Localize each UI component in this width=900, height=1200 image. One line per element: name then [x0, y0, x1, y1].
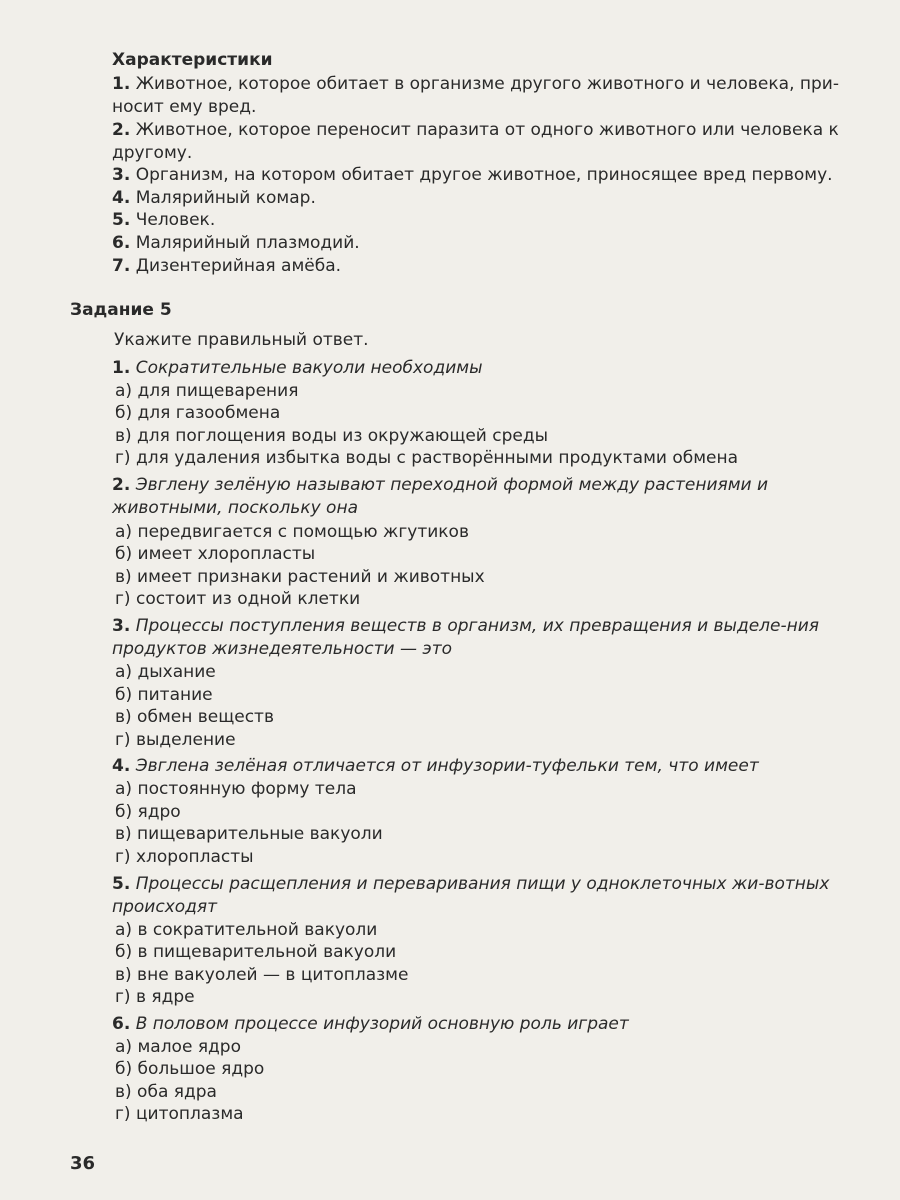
answer-option: а) малое ядро	[115, 1037, 241, 1057]
answer-option: б) имеет хлоропласты	[115, 544, 316, 564]
characteristics-title: Характеристики	[112, 50, 273, 70]
answer-option: б) ядро	[115, 802, 181, 822]
answer-option: г) в ядре	[115, 987, 195, 1007]
answer-option: г) цитоплазма	[115, 1104, 244, 1124]
answer-option: в) пищеварительные вакуоли	[115, 824, 383, 844]
characteristic-item: 1. Животное, которое обитает в организме другого животного и человека, при-носит ему вред.	[112, 74, 839, 117]
answer-option: в) оба ядра	[115, 1082, 217, 1102]
question-2-stem: 2. Эвглену зелёную называют переходной формой между растениями и животными, поскольку она	[112, 475, 769, 518]
answer-option: в) обмен веществ	[115, 707, 274, 727]
characteristic-item: 5. Человек.	[112, 210, 216, 230]
task-heading: Задание 5	[70, 300, 172, 320]
answer-option: б) большое ядро	[115, 1059, 265, 1079]
answer-option: а) постоянную форму тела	[115, 779, 357, 799]
question-1-stem: 1. Сократительные вакуоли необходимы	[112, 358, 483, 378]
characteristic-item: 4. Малярийный комар.	[112, 188, 316, 208]
answer-option: а) дыхание	[115, 662, 216, 682]
answer-option: б) для газообмена	[115, 403, 281, 423]
answer-option: г) хлоропласты	[115, 847, 254, 867]
answer-option: б) в пищеварительной вакуоли	[115, 942, 397, 962]
answer-option: г) для удаления избытка воды с растворёнными продуктами обмена	[115, 448, 739, 468]
characteristic-item: 7. Дизентерийная амёба.	[112, 256, 342, 276]
answer-option: в) вне вакуолей — в цитоплазме	[115, 965, 409, 985]
answer-option: а) передвигается с помощью жгутиков	[115, 522, 469, 542]
answer-option: г) состоит из одной клетки	[115, 589, 361, 609]
answer-option: в) имеет признаки растений и животных	[115, 567, 485, 587]
answer-option: а) для пищеварения	[115, 381, 299, 401]
question-3-stem: 3. Процессы поступления веществ в организм, их превращения и выделе-ния продуктов жизнедеятельности — это	[112, 616, 820, 659]
task-instruction: Укажите правильный ответ.	[114, 330, 369, 350]
question-6-stem: 6. В половом процессе инфузорий основную роль играет	[112, 1014, 629, 1034]
answer-option: б) питание	[115, 685, 213, 705]
question-5-stem: 5. Процессы расщепления и переваривания пищи у одноклеточных жи-вотных происходят	[112, 874, 830, 917]
answer-option: а) в сократительной вакуоли	[115, 920, 378, 940]
page-number: 36	[70, 1153, 96, 1174]
characteristic-item: 2. Животное, которое переносит паразита от одного животного или человека к другому.	[112, 120, 839, 163]
question-4-stem: 4. Эвглена зелёная отличается от инфузории-туфельки тем, что имеет	[112, 756, 759, 776]
characteristic-item: 3. Организм, на котором обитает другое животное, приносящее вред первому.	[112, 165, 833, 185]
answer-option: г) выделение	[115, 730, 236, 750]
characteristic-item: 6. Малярийный плазмодий.	[112, 233, 360, 253]
answer-option: в) для поглощения воды из окружающей среды	[115, 426, 549, 446]
